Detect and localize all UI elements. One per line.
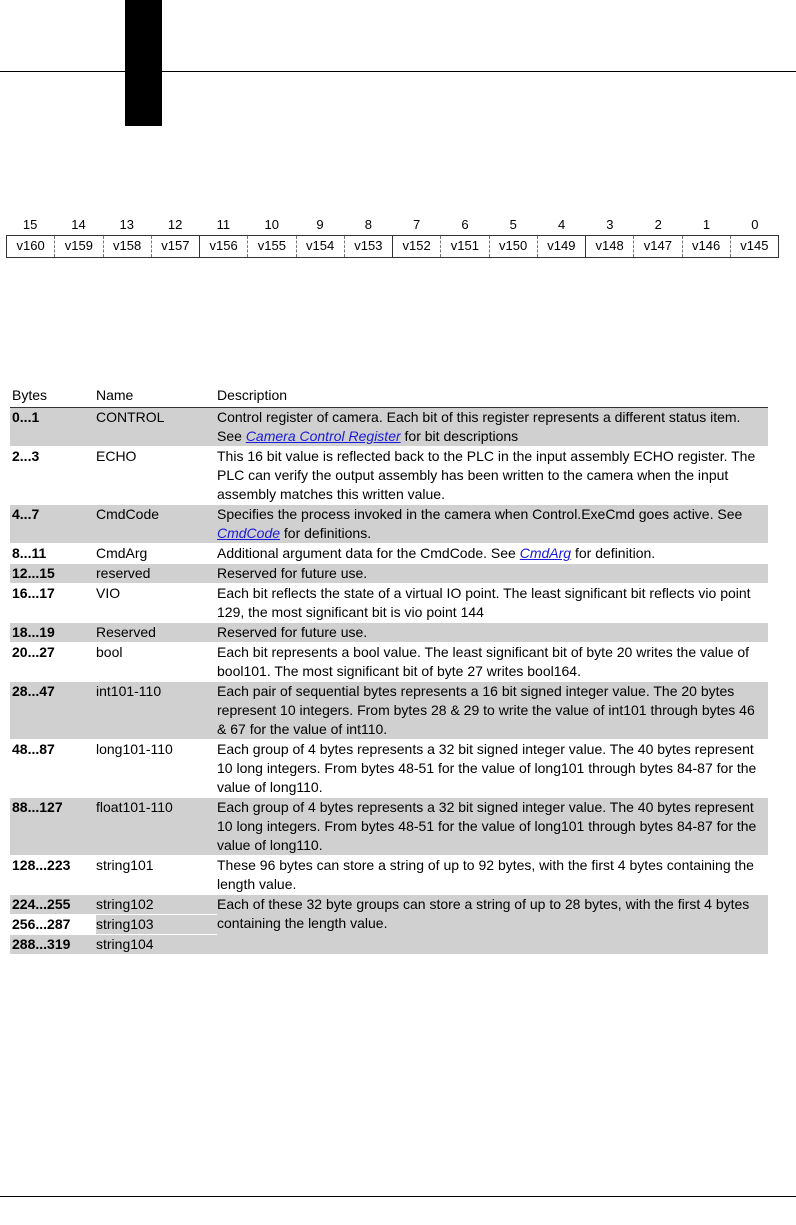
vio-label-row [6, 235, 779, 258]
table-row [10, 739, 768, 797]
row-bytes: 16...17 [12, 585, 55, 601]
table-row [10, 934, 217, 954]
vio-cell: v156 [200, 236, 248, 257]
row-description [217, 643, 768, 681]
row-bytes: 256...287 [12, 916, 71, 932]
vio-cell: v145 [740, 238, 769, 253]
row-bytes: 128...223 [12, 857, 71, 873]
row-name: string104 [96, 936, 154, 952]
description-text: Specifies the process invoked in the camera when Control.ExeCmd goes active. See [217, 506, 743, 522]
row-bytes: 48...87 [12, 741, 55, 757]
table-row [10, 563, 768, 583]
bit-number: 0 [751, 217, 759, 232]
vio-cell: v150 [490, 236, 538, 257]
row-bytes: 28...47 [12, 683, 55, 699]
bit-number: 8 [364, 217, 372, 232]
cross-reference-link[interactable]: Camera Control Register [245, 428, 401, 444]
bit-number: 13 [119, 217, 135, 232]
row-name: ECHO [96, 448, 137, 464]
description-text: Each bit reflects the state of a virtual IO point. The least significant bit reflects vio point 129, the most significant bit is vio point 144 [217, 585, 751, 620]
string-block-entries [10, 895, 217, 954]
table-row [10, 446, 768, 504]
bit-number: 15 [22, 217, 38, 232]
string-block [10, 894, 768, 954]
row-bytes: 2...3 [12, 448, 40, 464]
output-assembly-table [10, 385, 768, 954]
vio-bit-register [6, 215, 779, 258]
row-name: CONTROL [96, 409, 165, 425]
bit-number: 5 [509, 217, 517, 232]
row-description [217, 682, 768, 739]
row-name: bool [96, 644, 123, 660]
table-row [10, 797, 768, 855]
cross-reference-link[interactable]: CmdArg [519, 545, 572, 561]
header-bytes: Bytes [12, 387, 48, 403]
row-bytes: 12...15 [12, 565, 55, 581]
description-text: Control register of camera. Each bit of this register represents a different status item. See [217, 409, 741, 444]
vio-cell: v149 [538, 236, 586, 257]
description-text: for definition. [571, 545, 656, 561]
row-name: string101 [96, 857, 154, 873]
table-row [10, 642, 768, 681]
description-text: This 16 bit value is reflected back to the PLC in the input assembly ECHO register. The PLC can verify the output assembly has been written to the camera when the input assembly matches this written value. [217, 448, 756, 502]
row-bytes: 18...19 [12, 624, 55, 640]
row-name: Reserved [96, 624, 156, 640]
row-description [217, 856, 768, 894]
vio-cell: v146 [683, 236, 731, 257]
table-row [10, 855, 768, 894]
row-description [217, 798, 768, 855]
row-bytes: 0...1 [12, 409, 40, 425]
row-name: VIO [96, 585, 121, 601]
row-bytes: 8...11 [12, 545, 47, 561]
vio-cell: v159 [55, 236, 103, 257]
description-text: Each bit represents a bool value. The least significant bit of byte 20 writes the value of bool101. The most significant bit of byte 27 writes bool164. [217, 644, 750, 679]
table-body [10, 408, 768, 894]
row-name: reserved [96, 565, 151, 581]
vio-cell: v158 [104, 236, 152, 257]
chapter-tab [125, 0, 162, 126]
row-description [217, 564, 768, 583]
bit-number: 10 [264, 217, 279, 232]
bit-number-row [6, 215, 779, 235]
header-rule [0, 71, 796, 72]
row-name: CmdArg [96, 545, 148, 561]
row-description [217, 544, 768, 563]
row-bytes: 288...319 [12, 936, 71, 952]
vio-cell: v152 [393, 236, 441, 257]
header-description: Description [217, 387, 288, 403]
table-row [10, 895, 217, 914]
string-block-description: Each of these 32 byte groups can store a string of up to 28 bytes, with the first 4 bytes containing the length value. [217, 895, 768, 954]
description-text: Each pair of sequential bytes represents a 16 bit signed integer value. The 20 bytes represent 10 integers. From bytes 28 & 29 to write the value of int101 through bytes 46 & 67 for the value of int110. [217, 683, 755, 737]
row-description [217, 740, 768, 797]
bit-number: 7 [413, 217, 421, 232]
row-bytes: 4...7 [12, 506, 40, 522]
bit-number: 12 [167, 217, 183, 232]
bit-number: 14 [71, 217, 86, 232]
header-name: Name [96, 387, 134, 403]
vio-cell: v151 [441, 236, 489, 257]
table-row [10, 408, 768, 446]
row-name: CmdCode [96, 506, 160, 522]
row-name: string103 [96, 915, 217, 934]
bit-number: 11 [216, 217, 231, 232]
description-text: for definitions. [280, 525, 372, 541]
row-description [217, 505, 768, 543]
vio-cell: v154 [297, 236, 345, 257]
bit-number: 3 [606, 217, 614, 232]
vio-cell: v157 [152, 236, 200, 257]
table-header [10, 385, 768, 408]
table-row [10, 583, 768, 622]
vio-cell: v148 [586, 236, 634, 257]
vio-cell: v155 [248, 236, 296, 257]
row-description [217, 584, 768, 622]
table-row [10, 504, 768, 543]
row-description [217, 623, 768, 642]
table-row [10, 543, 768, 563]
row-description [217, 408, 768, 446]
description-text: These 96 bytes can store a string of up to 92 bytes, with the first 4 bytes containing the length value. [217, 857, 754, 892]
row-bytes: 224...255 [12, 896, 71, 912]
table-row [10, 622, 768, 642]
description-text: Reserved for future use. [217, 624, 368, 640]
cross-reference-link[interactable]: CmdCode [217, 525, 281, 541]
description-text: Reserved for future use. [217, 565, 368, 581]
row-bytes: 88...127 [12, 799, 63, 815]
vio-cell: v160 [7, 236, 55, 257]
bit-number: 4 [557, 217, 566, 232]
row-name: int101-110 [96, 683, 162, 699]
bit-number: 2 [654, 217, 662, 232]
row-description [217, 447, 768, 504]
description-text: Additional argument data for the CmdCode. See [217, 545, 520, 561]
vio-cell: v147 [634, 236, 682, 257]
row-name: string102 [96, 896, 154, 912]
bit-number: 1 [702, 217, 711, 232]
table-row [10, 681, 768, 739]
vio-cell: v153 [345, 236, 393, 257]
bit-number: 9 [316, 217, 324, 232]
row-name: long101-110 [96, 741, 173, 757]
footer-rule [0, 1196, 796, 1197]
description-text: Each group of 4 bytes represents a 32 bit signed integer value. The 40 bytes represent 10 long integers. From bytes 48-51 for the value of long101 through bytes 84-87 for the value of long110. [217, 741, 757, 795]
description-text: Each group of 4 bytes represents a 32 bit signed integer value. The 40 bytes represent 10 long integers. From bytes 48-51 for the value of long101 through bytes 84-87 for the value of long110. [217, 799, 757, 853]
table-row [10, 914, 217, 934]
description-text: for bit descriptions [400, 428, 519, 444]
bit-number: 6 [461, 217, 469, 232]
row-name: float101-110 [96, 799, 173, 815]
row-bytes: 20...27 [12, 644, 55, 660]
